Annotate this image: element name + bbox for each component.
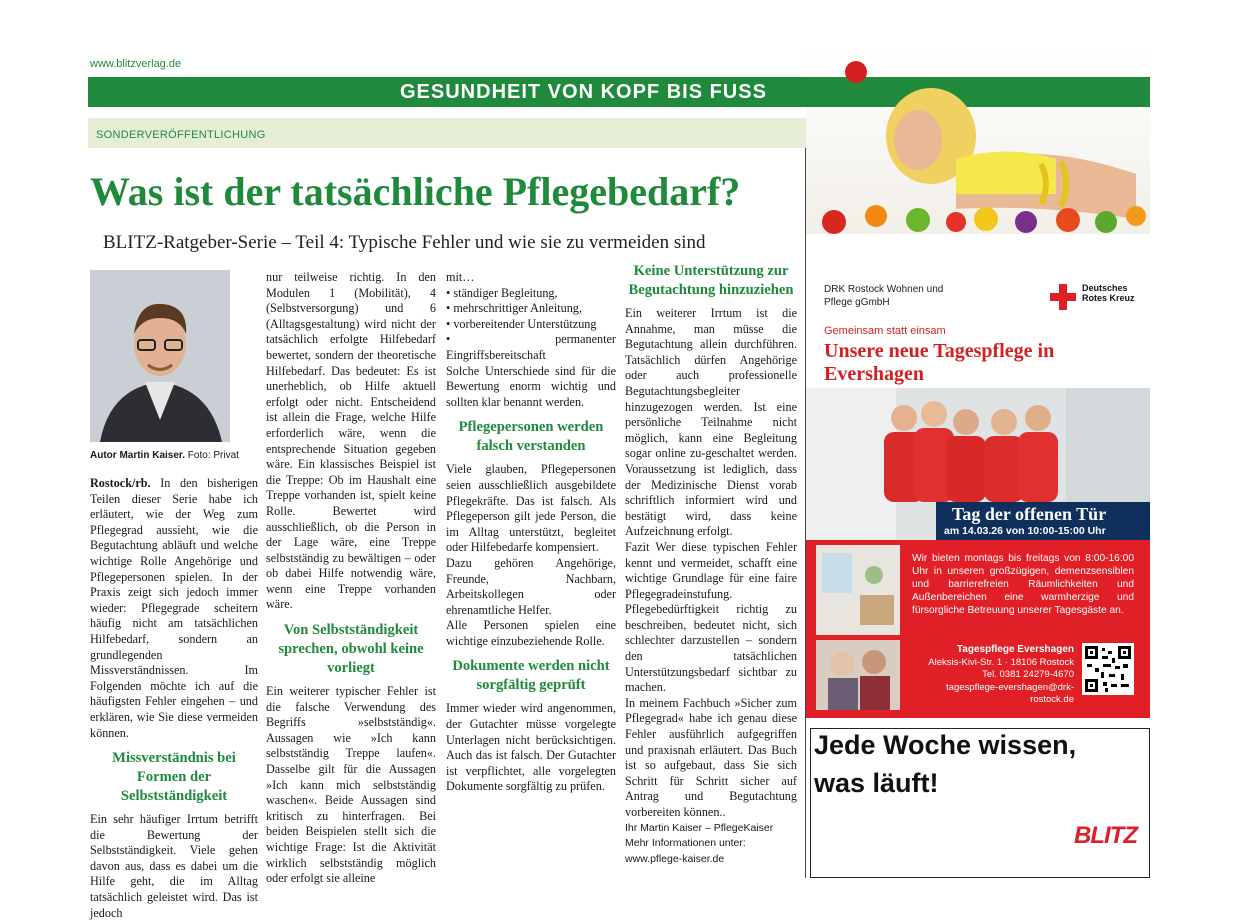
drk-interior-photo <box>816 545 900 635</box>
heading-pflegepersonen: Pflegepersonen werden falsch verstanden <box>458 419 604 455</box>
open-day-date: am 14.03.26 von 10:00-15:00 Uhr <box>944 525 1106 537</box>
lead-dateline: Rostock/rb. <box>90 476 151 490</box>
author-photo <box>90 270 230 442</box>
article-title: Was ist der tatsächliche Pflegebedarf? <box>90 169 741 214</box>
article-column-4 <box>625 262 797 867</box>
contact-address: Aleksis-Kivi-Str. 1 · 18106 Rostock <box>928 656 1074 668</box>
article-column-1 <box>90 476 258 921</box>
blitz-logo: BLITZ <box>1074 822 1137 849</box>
contact-name: Tagespflege Evershagen <box>956 644 1074 655</box>
drk-logo-text: Deutsches Rotes Kreuz <box>1082 283 1135 303</box>
article-column-3 <box>446 270 616 795</box>
drk-body: Wir bieten montags bis freitags von 8:00-16:00 Uhr in unseren großzügigen, demenzsensiblen und barrierefreien Räumlichkeiten und Außenbereichen eine warmherzige und fürsorgliche Betreuung unserer Tagesgäste an. <box>912 553 1134 616</box>
photo-caption-credit: Foto: Privat <box>185 450 239 461</box>
red-cross-icon <box>1050 284 1076 310</box>
hero-image <box>806 44 1150 234</box>
paragraph: Dazu gehören Angehörige, Freunde, Nachbarn, Arbeitskollegen oder ehrenamtliche Helfer. <box>446 555 616 617</box>
heading-unterstuetzung: Keine Unterstützung zur Begutachtung hinzuziehen <box>628 263 794 298</box>
more-info[interactable]: Mehr Informationen unter: www.pflege-kaiser.de <box>625 837 746 865</box>
article-subtitle: BLITZ-Ratgeber-Serie – Teil 4: Typische Fehler und wie sie zu vermeiden sind <box>103 232 706 253</box>
drk-tagline: Gemeinsam statt einsam <box>824 325 946 337</box>
article-column-2 <box>266 270 436 887</box>
paragraph: In meinem Fachbuch »Sicher zum Pflegegrad« habe ich genau diese Fehler ausführlich aufgegriffen und praxisnah erläutert. Das Buch ist so aufgebaut, dass Sie sich Schritt für Schritt sicher auf Antrag und Begutachtung vorbereiten können.. <box>625 695 797 819</box>
paragraph: Immer wieder wird angenommen, der Gutachter müsse vorgelegte Unterlagen nicht berücksichtigen. Auch das ist falsch. Der Gutachter ist verpflichtet, alle vorgelegten Dokumente sorgfältig zu prüfen. <box>446 701 616 794</box>
list-item: • ständiger Begleitung, <box>446 286 616 302</box>
drk-contact <box>910 644 1074 707</box>
list-item: • permanenter Eingriffsbereitschaft <box>446 332 616 363</box>
paragraph: Viele glauben, Pflegepersonen seien ausschließlich ausgebildete Pflegekräfte. Das ist falsch. Als Pflegeperson gilt jede Person, die im Alltag unterstützt, begleitet oder Hilfebedarfe kompensiert. <box>446 462 616 555</box>
banner-title: GESUNDHEIT VON KOPF BIS FUSS <box>400 81 767 103</box>
heading-missverstaendnis: Missverständnis bei Formen der Selbstständigkeit <box>112 750 236 805</box>
drk-org: DRK Rostock Wohnen und Pflege gGmbH <box>824 284 944 308</box>
qr-code-icon[interactable] <box>1082 643 1134 695</box>
photo-caption <box>90 450 239 461</box>
drk-seniors-photo <box>816 640 900 710</box>
contact-phone[interactable]: Tel. 0381 24279-4670 <box>982 669 1074 680</box>
blitz-ad-line2: was läuft! <box>814 768 939 798</box>
heading-selbststaendigkeit: Von Selbstständigkeit sprechen, obwohl keine vorliegt <box>278 622 424 677</box>
open-day-title: Tag der offenen Tür <box>952 504 1107 524</box>
paragraph: Ein weiterer typischer Fehler ist die falsche Verwendung des Begriffs »selbstständig«. Aussagen wie »Ich kann selbstständig Treppe laufen«. Dasselbe gilt für die Aussagen »Ich kann mich selbstständig waschen«. Beide Aussagen sind kritisch zu hinterfragen. Bei beiden Beispielen stellt sich die wichtige Frage: Ist die Aktivität wirklich selbstständig möglich oder erfolgt sie alleine <box>266 684 436 886</box>
author-signature: Ihr Martin Kaiser – PflegeKaiser <box>625 821 774 834</box>
paragraph: mit… <box>446 270 475 284</box>
drk-headline: Unsere neue Tagespflege in Evershagen <box>824 340 1055 385</box>
paragraph: Ein weiterer Irrtum ist die Annahme, man müsse die Begutachtung allein durchführen. Tatsächlich dürfen Angehörige oder auch professionelle Begutachtungsbegleiter hinzugezogen werden. Ist eine persönliche Teilnahme nicht möglich, kann eine Begleitung sogar online zu-geschaltet werden. Voraussetzung ist lediglich, dass der Medizinische Dienst vorab schriftlich informiert wird und bestätigt wird, dass keine Aufzeichnung erfolgt. <box>625 306 797 539</box>
contact-email[interactable]: tagespflege-evershagen@drk-rostock.de <box>946 681 1074 705</box>
heading-dokumente: Dokumente werden nicht sorgfältig geprüft <box>452 658 610 694</box>
photo-caption-author: Autor Martin Kaiser. <box>90 450 186 461</box>
bullet-list <box>446 286 616 364</box>
lead-text: In den bisherigen Teilen dieser Serie habe ich erläutert, wie der Weg zum Pflegegrad aussieht, wie die Begutachtung abläuft und welche wichtige Rolle Angehörige und Pflegepersonen spielen. In der Praxis zeigt sich jedoch immer wieder: Pflegegrade scheitern häufig nicht am tatsächlichen Hilfebedarf, sondern an grundlegenden Missverständnissen. Im Folgenden möchte ich auf die häufigsten Fehler eingehen – und erklären, wie Sie diese vermeiden können. <box>90 476 258 740</box>
site-url[interactable]: www.blitzverlag.de <box>90 58 182 70</box>
paragraph: Fazit Wer diese typischen Fehler kennt und vermeidet, schafft eine wichtige Grundlage für eine faire Pflegegradeinstufung. Pflegebedürftigkeit richtig zu beschreiben, bedeutet nicht, sich schlechter darzustellen – sondern den tatsächlichen Unterstützungsbedarf sichtbar zu machen. <box>625 539 797 695</box>
list-item: • mehrschrittiger Anleitung, <box>446 301 616 317</box>
paragraph: Solche Unterschiede sind für die Bewertung enorm wichtig und sollten klar benannt werden. <box>446 363 616 409</box>
paragraph: nur teilweise richtig. In den Modulen 1 (Mobilität), 4 (Selbstversorgung) und 6 (Alltagsgestaltung) wird nicht der tatsächlich erfolgte Hilfebedarf bewertet, sondern der theoretische Hilfebedarf. Das bedeutet: Es ist unerheblich, ob Hilfe aktuell erfolgt oder nicht. Entscheidend ist allein die Frage, welche Hilfe erforderlich wäre, wenn die entsprechende Situation gegeben wäre. Ein klassisches Beispiel ist die Treppe: Ob im Haushalt eine Treppe vorhanden ist, spielt keine Rolle. Bewertet wird ausschließlich, ob die Person in der Lage wäre, eine Treppe selbstständig zu bewältigen – oder ob dabei Hilfe notwendig wäre, wenn eine Treppe vorhanden wäre. <box>266 270 436 612</box>
paragraph: Alle Personen spielen eine wichtige einzubeziehende Rolle. <box>446 618 616 648</box>
paragraph: Ein sehr häufiger Irrtum betrifft die Bewertung der Selbstständigkeit. Viele gehen davon aus, dass es dabei um die Hilfe geht, die im Alltag tatsächlich geleistet wird. Das ist jedoch <box>90 812 258 920</box>
section-label: SONDERVERÖFFENTLICHUNG <box>96 129 266 141</box>
list-item: • vorbereitender Unterstützung <box>446 317 616 333</box>
blitz-ad-line1: Jede Woche wissen, <box>814 730 1077 760</box>
